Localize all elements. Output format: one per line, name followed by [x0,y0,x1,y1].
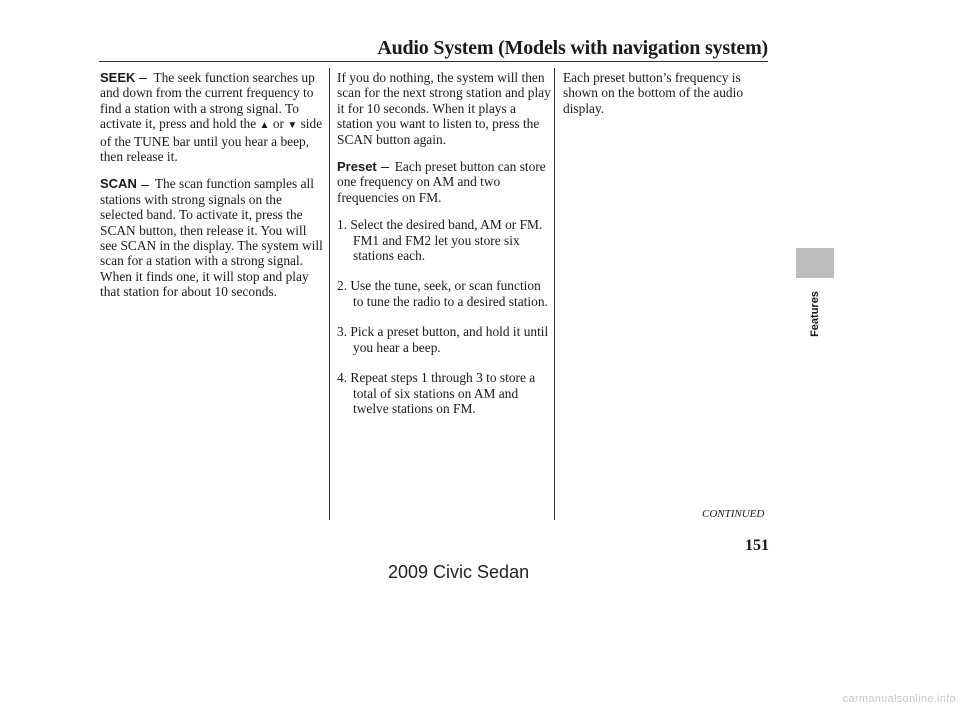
step-item: 3. Pick a preset button, and hold it until you hear a beep. [337,324,549,355]
seek-text-a: The seek function searches up and down from the current frequency to find a station with a strong signal. To activate it, press and hold the [100,70,315,132]
step-item: 1. Select the desired band, AM or FM. FM1 and FM2 let you store six stations each. [337,217,543,264]
seek-paragraph [100,70,324,164]
section-tab-label [808,278,822,350]
seek-text-b: side of the TUNE bar until you hear a beep, then release it. [100,116,323,165]
column-2 [337,70,551,431]
dash [141,185,149,186]
section-tab-text: Features [809,291,821,337]
page-title: Audio System (Models with navigation system) [377,37,768,59]
page-number: 151 [745,537,769,554]
down-arrow-icon: ▼ [287,120,298,132]
continued-label: CONTINUED [702,508,765,520]
column-3 [563,70,769,128]
section-tab [796,248,834,278]
column-1 [100,70,324,312]
preset-text: Each preset button can store one frequency on AM and two frequencies on FM. [337,159,546,205]
preset-steps [337,217,551,416]
dash [381,167,389,168]
step-item: 4. Repeat steps 1 through 3 to store a total of six stations on AM and twelve stations on FM. [337,370,536,416]
preset-display-paragraph: Each preset button’s frequency is shown on the bottom of the audio display. [563,70,744,116]
seek-or: or [272,116,284,132]
watermark: carmanualsonline.info [842,693,956,705]
scan-paragraph [100,176,324,299]
dash [139,78,147,79]
scan-continued-paragraph: If you do nothing, the system will then scan for the next strong station and play it for 10 seconds. When it plays a station you want to listen to, press the SCAN button again. [337,70,551,147]
step-item: 2. Use the tune, seek, or scan function to tune the radio to a desired station. [337,278,548,309]
up-arrow-icon: ▲ [259,120,270,132]
scan-text: The scan function samples all stations with strong signals on the selected band. To activate it, press the SCAN button, then release it. You will see SCAN in the display. The system will scan for a station with a strong signal. When it finds one, it will stop and play that station for about 10 seconds. [100,176,323,300]
column-divider [554,68,555,520]
footer-model: 2009 Civic Sedan [388,562,530,582]
scan-heading: SCAN [100,176,137,192]
seek-heading: SEEK [100,70,136,85]
preset-heading: Preset [337,159,377,175]
preset-paragraph [337,159,551,205]
title-rule [99,61,768,62]
column-divider [329,68,330,520]
